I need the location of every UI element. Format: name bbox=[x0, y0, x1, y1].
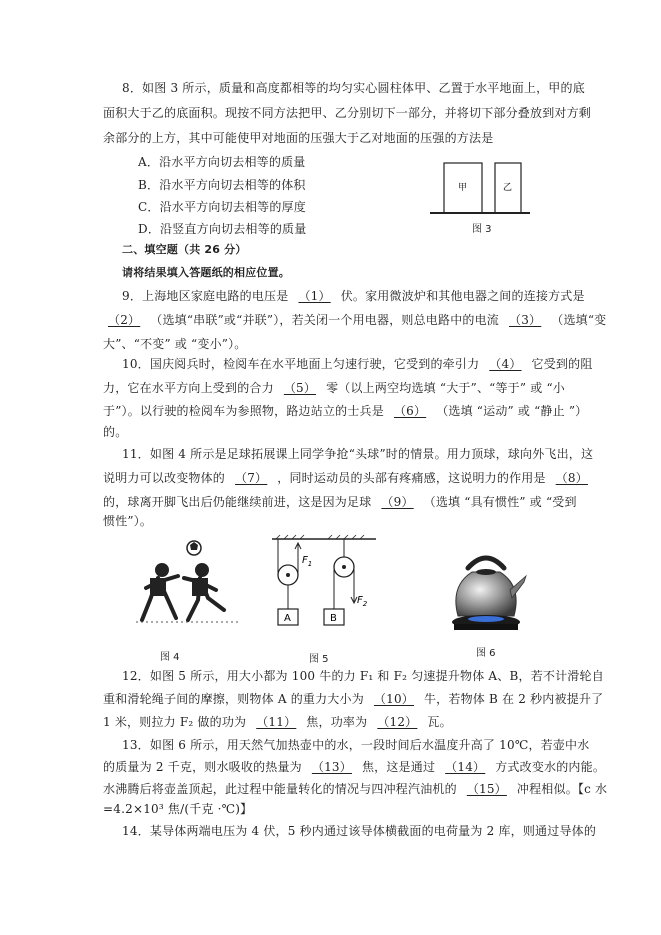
blank-14[interactable]: （14） bbox=[445, 760, 486, 774]
box-b-label: B bbox=[330, 613, 337, 624]
figure-5-pulleys bbox=[268, 533, 380, 633]
q8-line3: 余部分的上方，其中可能使甲对地面的压强大于乙对地面的压强的方法是 bbox=[103, 131, 494, 145]
f2-label: $F_2$ bbox=[357, 595, 368, 608]
blank-4[interactable]: （4） bbox=[489, 357, 522, 371]
q12-line1: 12．如图 5 所示，用大小都为 100 牛的力 F₁ 和 F₂ 匀速提升物体 A、B，若不计滑轮自 bbox=[122, 669, 604, 683]
q8-option-a: A．沿水平方向切去相等的质量 bbox=[138, 155, 306, 169]
q11-text: ，同时运动员的头部有疼痛感，这说明力的作用是 bbox=[277, 471, 546, 485]
q13-line3 bbox=[103, 781, 607, 797]
q8-line1: 8．如图 3 所示，质量和高度都相等的均匀实心圆柱体甲、乙置于水平地面上，甲的底 bbox=[122, 81, 585, 95]
q13-text: 焦，这是通过 bbox=[361, 760, 436, 774]
q8-option-d: D．沿竖直方向切去相等的质量 bbox=[138, 222, 307, 236]
q13-text: 水沸腾后将壶盖顶起，此过程中能量转化的情况与四冲程汽油机的 bbox=[103, 782, 457, 796]
figure-3-cylinders bbox=[428, 160, 532, 218]
q12-line3 bbox=[103, 714, 452, 730]
blank-1[interactable]: （1） bbox=[298, 289, 331, 303]
q10-text: 于”）。以行驶的检阅车为参照物，路边站立的士兵是 bbox=[103, 404, 384, 418]
q12-text: 焦，功率为 bbox=[306, 715, 368, 729]
q13-line2 bbox=[103, 759, 605, 775]
figure-4-caption: 图 4 bbox=[160, 652, 180, 663]
q9-text: （选填“变 bbox=[551, 313, 607, 327]
q8-line2: 面积大于乙的底面积。现按不同方法把甲、乙分别切下一部分，并将切下部分叠放到对方剩 bbox=[103, 106, 592, 120]
q9-line1 bbox=[122, 288, 585, 304]
kettle-handle bbox=[468, 558, 504, 568]
q10-line4: 的。 bbox=[103, 425, 128, 439]
q10-text: 10．国庆阅兵时，检阅车在水平地面上匀速行驶，它受到的牵引力 bbox=[122, 357, 480, 371]
q11-line1: 11．如图 4 所示是足球拓展课上同学争抢“头球”时的情景。用力顶球，球向外飞出，这 bbox=[122, 447, 594, 461]
blank-7[interactable]: （7） bbox=[235, 471, 268, 485]
blank-6[interactable]: （6） bbox=[393, 404, 427, 418]
q9-line3: 大”、“不变” 或 “变小”）。 bbox=[103, 337, 247, 351]
q9-text: 伏。家用微波炉和其他电器之间的连接方式是 bbox=[340, 289, 585, 303]
q10-text: （选填 “运动” 或 “静止 ”） bbox=[436, 404, 588, 418]
q12-text: 重和滑轮绳子间的摩擦，则物体 A 的重力大小为 bbox=[103, 692, 364, 706]
q10-line2 bbox=[103, 380, 565, 396]
blank-3[interactable]: （3） bbox=[509, 313, 542, 327]
q9-text: （选填“串联”或“并联”），若关闭一个用电器，则总电路中的电流 bbox=[150, 313, 499, 327]
q13-line1: 13．如图 6 所示，用天然气加热壶中的水，一段时间后水温度升高了 10℃，若壶中水 bbox=[122, 738, 590, 752]
q12-line2 bbox=[103, 691, 603, 707]
q11-text: 说明力可以改变物体的 bbox=[103, 471, 226, 485]
q9-text: 9．上海地区家庭电路的电压是 bbox=[122, 289, 289, 303]
blank-2[interactable]: （2） bbox=[108, 313, 141, 327]
q11-text: （选填 “具有惯性” 或 “受到 bbox=[423, 495, 577, 509]
q13-text: 冲程相似。【c 水 bbox=[516, 782, 608, 796]
blank-8[interactable]: （8） bbox=[555, 471, 588, 485]
q8-option-c: C．沿水平方向切去相等的厚度 bbox=[138, 200, 306, 214]
figure-5-caption: 图 5 bbox=[309, 654, 329, 665]
q8-option-b: B．沿水平方向切去相等的体积 bbox=[138, 178, 306, 192]
q13-line4: =4.2×10³ 焦/(千克 ·℃)】 bbox=[103, 802, 253, 816]
q11-line3 bbox=[103, 494, 577, 510]
q13-text: 的质量为 2 千克，则水吸收的热量为 bbox=[103, 760, 302, 774]
blank-15[interactable]: （15） bbox=[466, 782, 507, 796]
q11-line2 bbox=[103, 470, 598, 486]
q12-text: 瓦。 bbox=[427, 715, 452, 729]
blank-10[interactable]: （10） bbox=[373, 692, 414, 706]
q10-text: 它受到的阻 bbox=[531, 357, 593, 371]
blank-13[interactable]: （13） bbox=[311, 760, 352, 774]
q11-text: 的，球离开脚飞出后仍能继续前进，这是因为足球 bbox=[103, 495, 372, 509]
q12-text: 1 米，则拉力 F₂ 做的功为 bbox=[103, 715, 247, 729]
section-instruction: 请将结果填入答题纸的相应位置。 bbox=[122, 266, 290, 279]
blank-9[interactable]: （9） bbox=[381, 495, 414, 509]
blank-5[interactable]: （5） bbox=[283, 381, 317, 395]
q14-line1: 14．某导体两端电压为 4 伏，5 秒内通过该导体横截面的电荷量为 2 库，则通过导体的 bbox=[122, 824, 597, 838]
q10-text: 零（以上两空均选填 “大于”、“等于” 或 “小 bbox=[326, 381, 565, 395]
box-a-label: A bbox=[284, 613, 291, 624]
figure-6-kettle bbox=[446, 546, 528, 636]
blank-12[interactable]: （12） bbox=[377, 715, 418, 729]
label-jia: 甲 bbox=[458, 183, 468, 193]
blank-11[interactable]: （11） bbox=[256, 715, 297, 729]
figure-4-football-players bbox=[132, 538, 244, 626]
q12-text: 牛，若物体 B 在 2 秒内被提升了 bbox=[423, 692, 604, 706]
q11-line4: 惯性”）。 bbox=[103, 514, 153, 528]
q10-line1 bbox=[122, 356, 593, 372]
q9-line2 bbox=[98, 312, 606, 328]
q10-line3 bbox=[103, 403, 587, 419]
section-title: 二、填空题（共 26 分） bbox=[122, 243, 247, 256]
figure-6-caption: 图 6 bbox=[476, 648, 496, 659]
q13-text: 方式改变水的内能。 bbox=[495, 760, 606, 774]
figure-3-caption: 图 3 bbox=[472, 224, 492, 235]
q10-text: 力，它在水平方向上受到的合力 bbox=[103, 381, 274, 395]
f1-label: $F_1$ bbox=[302, 555, 313, 568]
label-yi: 乙 bbox=[503, 183, 513, 193]
